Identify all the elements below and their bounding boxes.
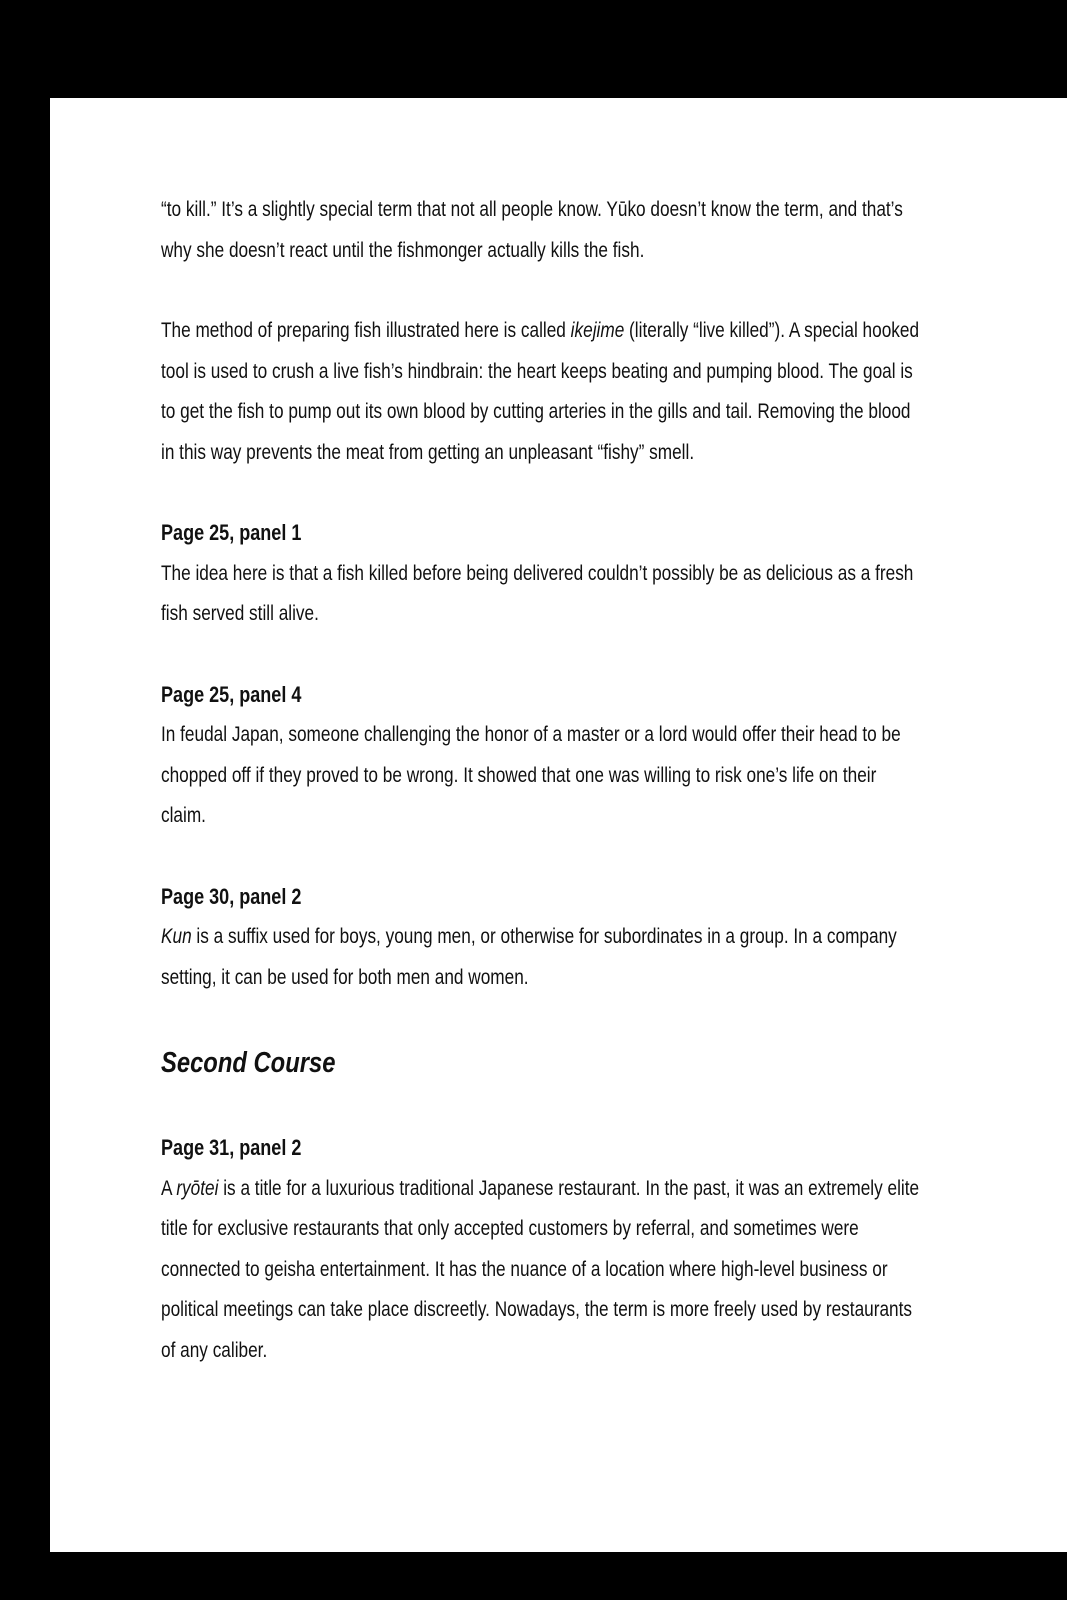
note-page-25-panel-1	[161, 513, 921, 635]
intro-block	[161, 190, 921, 271]
page-content	[161, 190, 921, 1411]
note-text: The idea here is that a fish killed before being delivered couldn’t possibly be as delicious as a fresh fish served still alive.	[161, 561, 914, 625]
note-page-30-panel-2	[161, 877, 921, 999]
note-heading: Page 25, panel 1	[161, 520, 302, 545]
intro-paragraph-1: “to kill.” It’s a slightly special term that not all people know. Yūko doesn’t know the term, and that’s why she doesn’t react until the fishmonger actually kills the fish.	[161, 198, 903, 262]
note-heading: Page 30, panel 2	[161, 883, 302, 909]
term-kun: Kun	[161, 925, 192, 948]
note-text	[161, 917, 921, 998]
note-page-31-panel-2	[161, 1128, 921, 1371]
note-text	[161, 1169, 921, 1372]
page	[50, 98, 1067, 1552]
term-ikejime: ikejime	[570, 319, 625, 342]
note-text: In feudal Japan, someone challenging the honor of a master or a lord would offer their head to be chopped off if they proved to be wrong. It showed that one was willing to risk one’s life on their claim.	[161, 723, 901, 827]
note-heading: Page 25, panel 4	[161, 681, 302, 707]
term-ryotei: ryōtei	[176, 1176, 219, 1200]
intro-paragraph-2	[161, 311, 921, 473]
note-text-rest: is a title for a luxurious traditional Japanese restaurant. In the past, it was an extremely elite title for exclusive restaurants that only accepted customers by referral, and sometimes were connected to geisha entertainment. It has the nuance of a location where high-level business or political meetings can take place discreetly. Nowadays, the term is more freely used by restaurants of any caliber.	[161, 1176, 920, 1362]
section-title: Second Course	[161, 1047, 336, 1079]
intro-block-2	[161, 311, 921, 473]
note-heading: Page 31, panel 2	[161, 1135, 302, 1160]
note-page-25-panel-4	[161, 675, 921, 837]
intro-paragraph-2-end: (literally “live killed”). A special hooked tool is used to crush a live fish’s hindbrain: the heart keeps beating and pumping blood. The goal is to get the fish to pump out its own blood by cutting arteries in the gills and tail. Removing the blood in this way prevents the meat from getting an unpleasant “fishy” smell.	[161, 319, 920, 464]
note-text-rest: is a suffix used for boys, young men, or otherwise for subordinates in a group. In a company setting, it can be used for both men and women.	[161, 925, 897, 989]
intro-paragraph-2-start: The method of preparing fish illustrated here is called	[161, 319, 571, 342]
note-text-start: A	[161, 1176, 177, 1200]
